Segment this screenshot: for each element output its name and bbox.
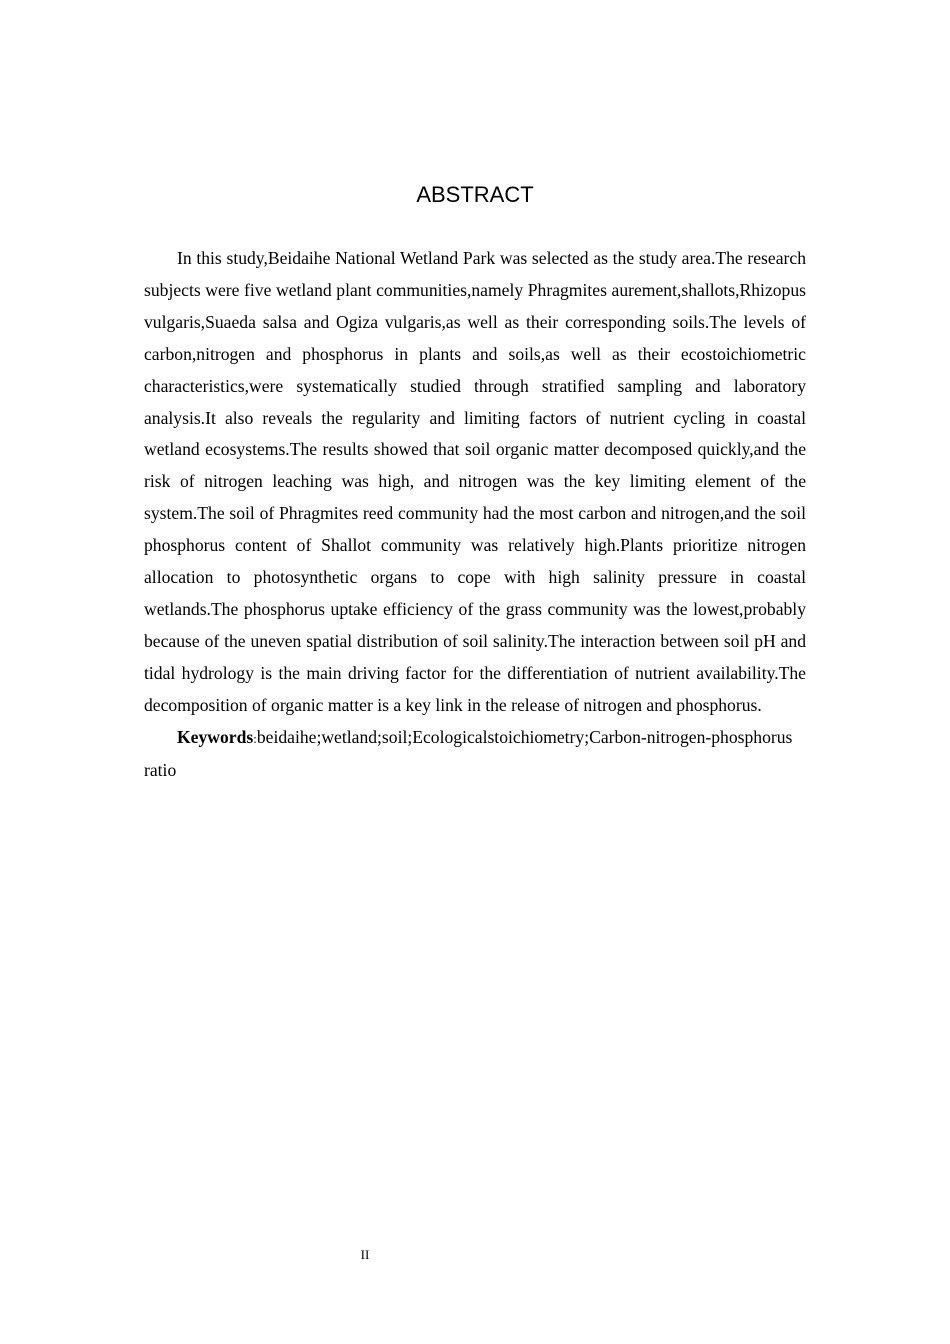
abstract-body xyxy=(144,243,806,786)
keywords-line xyxy=(144,722,806,787)
abstract-title: ABSTRACT xyxy=(416,182,534,207)
page-number: II xyxy=(360,1247,370,1262)
keywords-separator: : xyxy=(253,730,257,746)
abstract-paragraph: In this study,Beidaihe National Wetland Park was selected as the study area.The research subjects were five wetland plant communities,namely Phragmites aurement,shallots,Rhizopus vulgaris,Suaeda salsa and Ogiza vulgaris,as well as their corresponding soils.The levels of carbon,nitrogen and phosphorus in plants and soils,as well as their ecostoichiometric characteristics,were systematically studied through stratified sampling and laboratory analysis.It also reveals the regularity and limiting factors of nutrient cycling in coastal wetland ecosystems.The results showed that soil organic matter decomposed quickly,and the risk of nitrogen leaching was high, and nitrogen was the key limiting element of the system.The soil of Phragmites reed community had the most carbon and nitrogen,and the soil phosphorus content of Shallot community was relatively high.Plants prioritize nitrogen allocation to photosynthetic organs to cope with high salinity pressure in coastal wetlands.The phosphorus uptake efficiency of the grass community was the lowest,probably because of the uneven spatial distribution of soil salinity.The interaction between soil pH and tidal hydrology is the main driving factor for the differentiation of nutrient availability.The decomposition of organic matter is a key link in the release of nitrogen and phosphorus. xyxy=(144,248,806,715)
keywords-value: beidaihe;wetland;soil;Ecologicalstoichiometry;Carbon-nitrogen-phosphorus ratio xyxy=(144,726,793,780)
keywords-label: Keywords xyxy=(177,726,254,747)
